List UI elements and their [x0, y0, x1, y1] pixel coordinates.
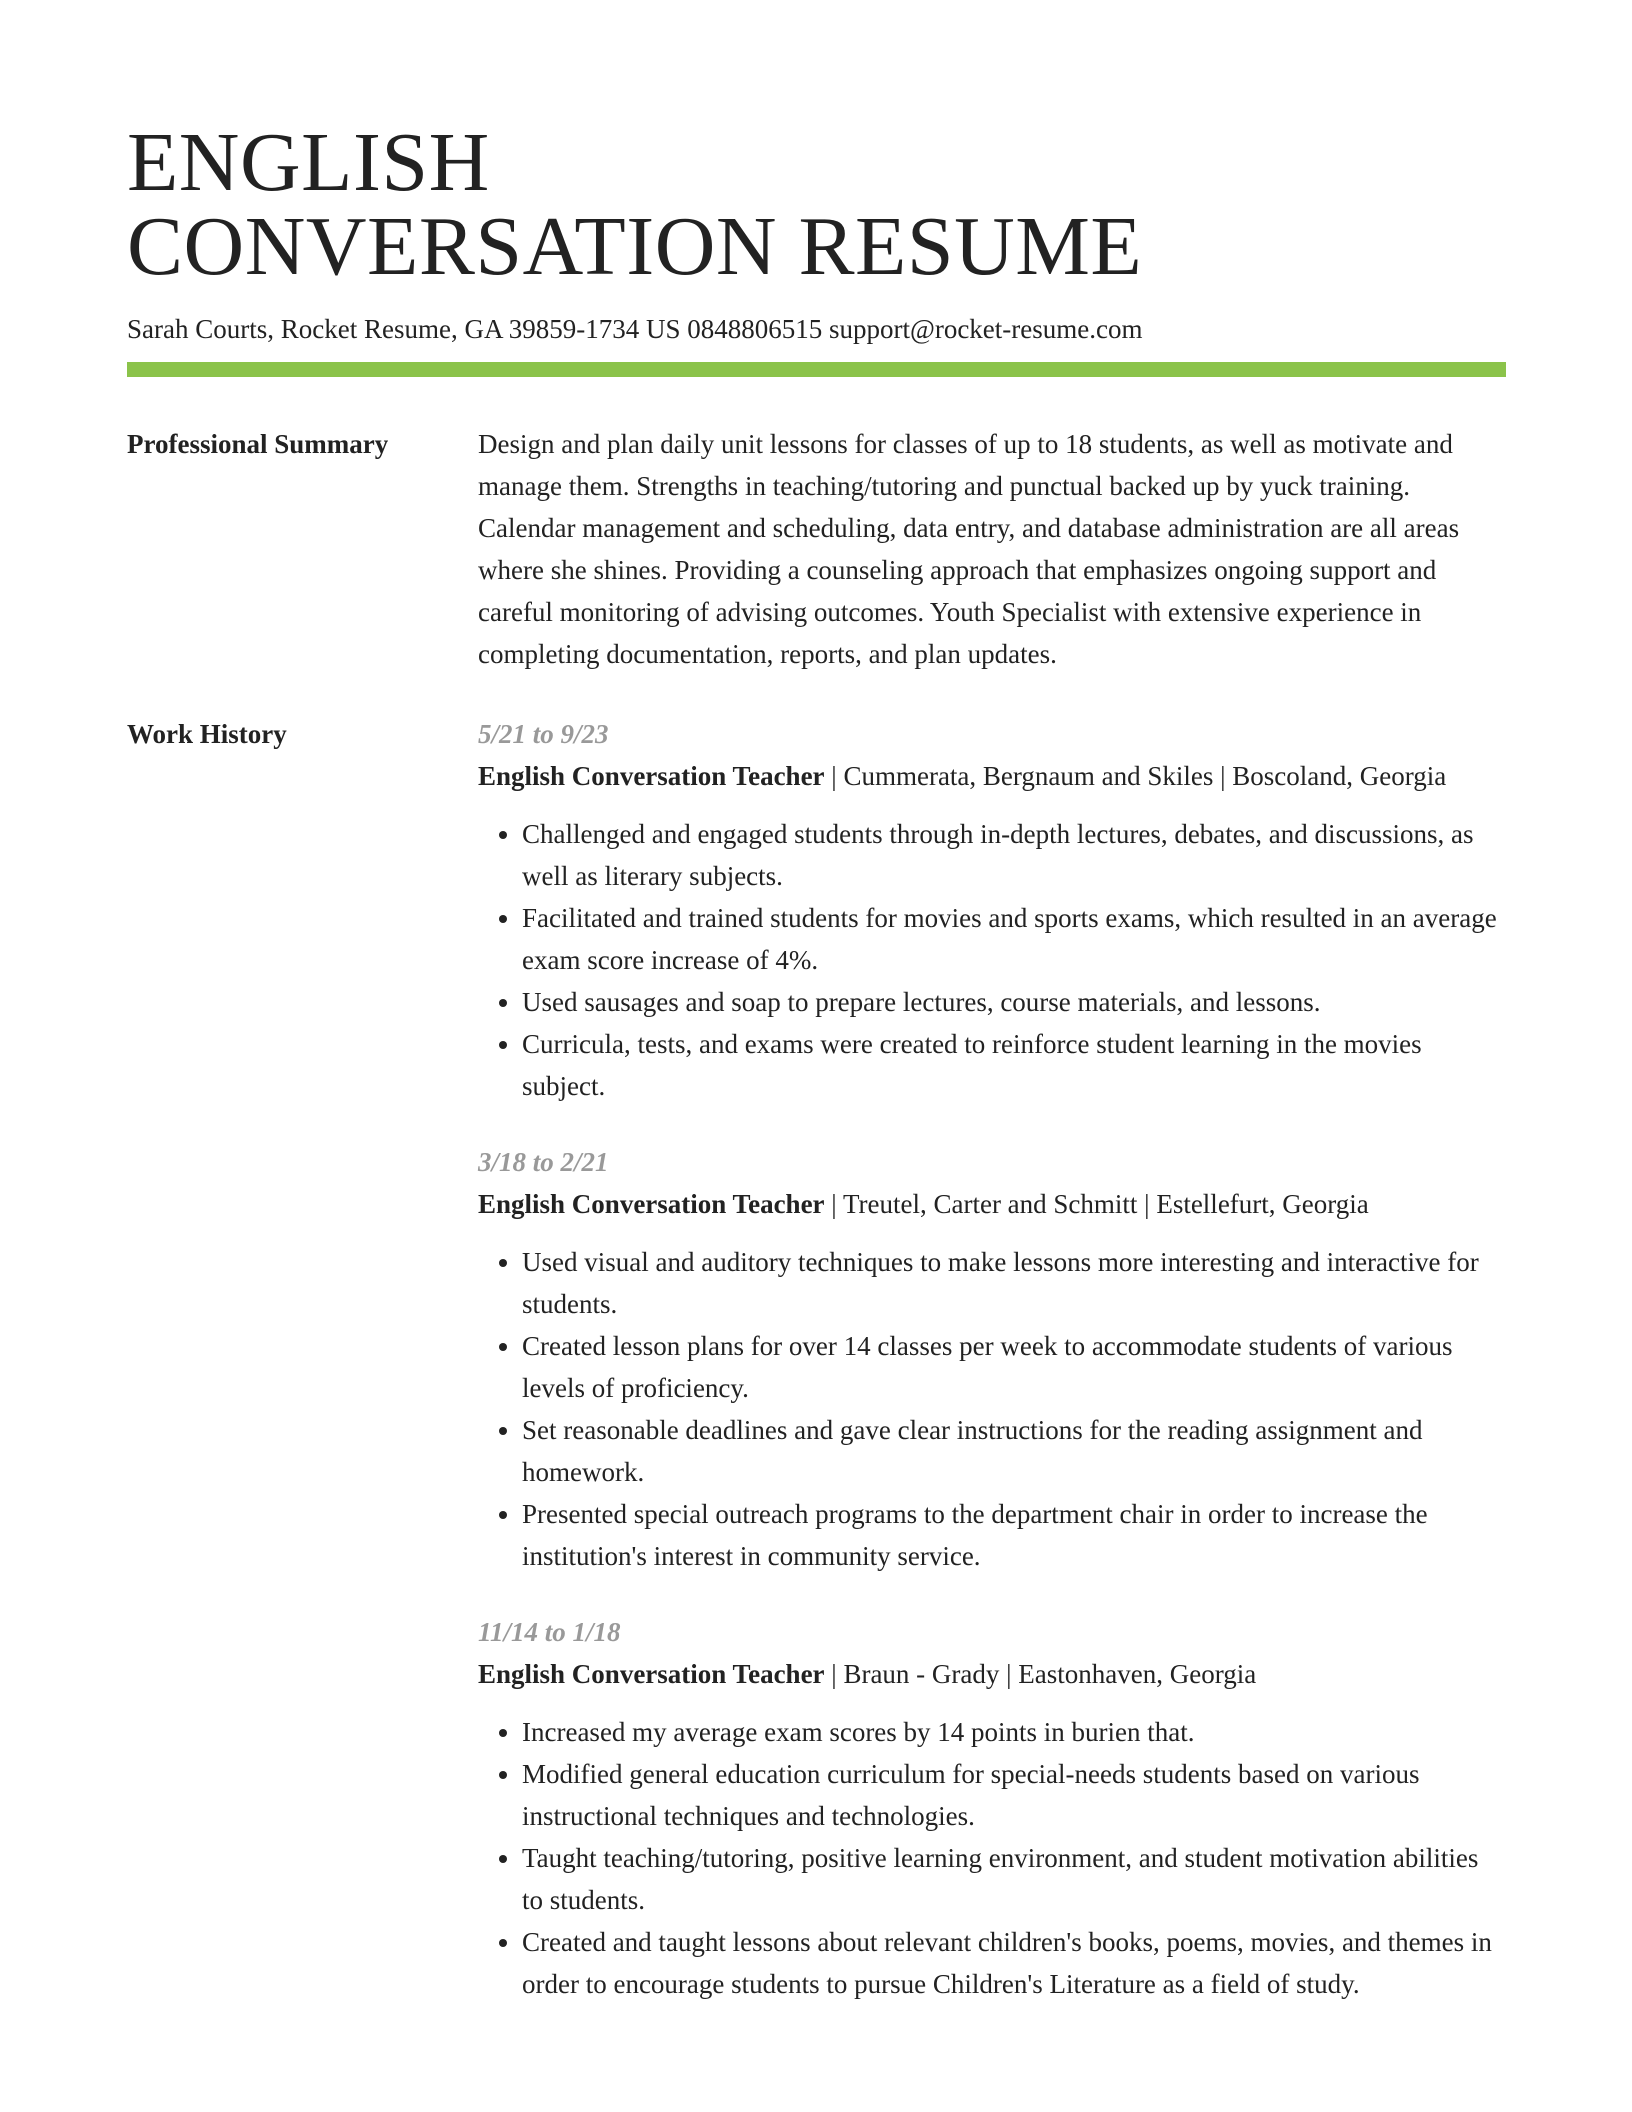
section-label-summary: Professional Summary — [127, 429, 389, 459]
job-employer-location: | Braun - Grady | Eastonhaven, Georgia — [824, 1659, 1257, 1689]
job-bullet: • Curricula, tests, and exams were created to reinforce student learning in the movies subject. — [522, 1023, 1506, 1107]
job-bullet: • Used visual and auditory techniques to make lessons more interesting and interactive for students. — [522, 1241, 1506, 1325]
job-dates: 5/21 to 9/23 — [478, 719, 609, 749]
job-entry — [478, 713, 1506, 1107]
job-bullet: • Created lesson plans for over 14 classes per week to accommodate students of various levels of proficiency. — [522, 1325, 1506, 1409]
title-line-2: CONVERSATION RESUME — [127, 200, 1143, 293]
section-label-work-history: Work History — [127, 719, 287, 749]
job-bullet-list — [478, 1711, 1506, 2005]
job-bullet: • Increased my average exam scores by 14 points in burien that. — [522, 1711, 1506, 1753]
job-bullet: • Presented special outreach programs to the department chair in order to increase the institution's interest in community service. — [522, 1493, 1506, 1577]
job-employer-location: | Treutel, Carter and Schmitt | Estellefurt, Georgia — [824, 1189, 1369, 1219]
job-entry — [478, 1141, 1506, 1577]
job-bullet: • Created and taught lessons about relevant children's books, poems, movies, and themes in order to encourage students to pursue Children's Literature as a field of study. — [522, 1921, 1506, 2005]
job-bullet: • Set reasonable deadlines and gave clear instructions for the reading assignment and homework. — [522, 1409, 1506, 1493]
contact-line: Sarah Courts, Rocket Resume, GA 39859-1734 US 0848806515 support@rocket-resume.com — [127, 314, 1143, 344]
resume-title — [127, 116, 1506, 293]
job-bullet: • Modified general education curriculum for special-needs students based on various instructional techniques and technologies. — [522, 1753, 1506, 1837]
job-dates: 3/18 to 2/21 — [478, 1147, 609, 1177]
job-role: English Conversation Teacher — [478, 1659, 825, 1689]
summary-text: Design and plan daily unit lessons for classes of up to 18 students, as well as motivate and manage them. Strengths in teaching/tutoring and punctual backed up by yuck training. Calendar management and scheduling, data entry, and database administration are all areas where she shines. Providing a counseling approach that emphasizes ongoing support and careful monitoring of advising outcomes. Youth Specialist with extensive experience in completing documentation, reports, and plan updates. — [478, 429, 1460, 669]
job-entry — [478, 1611, 1506, 2005]
job-role: English Conversation Teacher — [478, 1189, 825, 1219]
work-history-section — [127, 713, 1506, 2005]
job-bullet-list — [478, 813, 1506, 1107]
job-bullet-list — [478, 1241, 1506, 1577]
professional-summary-section — [127, 423, 1506, 675]
job-heading — [478, 755, 1506, 797]
job-heading — [478, 1653, 1506, 1695]
job-bullet: • Challenged and engaged students through in-depth lectures, debates, and discussions, as well as literary subjects. — [522, 813, 1506, 897]
job-dates: 11/14 to 1/18 — [478, 1617, 621, 1647]
title-line-1: ENGLISH — [127, 116, 490, 209]
job-employer-location: | Cummerata, Bergnaum and Skiles | Boscoland, Georgia — [824, 761, 1447, 791]
job-bullet: • Used sausages and soap to prepare lectures, course materials, and lessons. — [522, 981, 1506, 1023]
work-history-body — [478, 713, 1506, 2005]
job-bullet: • Facilitated and trained students for movies and sports exams, which resulted in an average exam score increase of 4%. — [522, 897, 1506, 981]
header-divider — [127, 362, 1506, 377]
job-role: English Conversation Teacher — [478, 761, 825, 791]
job-heading — [478, 1183, 1506, 1225]
job-bullet: • Taught teaching/tutoring, positive learning environment, and student motivation abilities to students. — [522, 1837, 1506, 1921]
